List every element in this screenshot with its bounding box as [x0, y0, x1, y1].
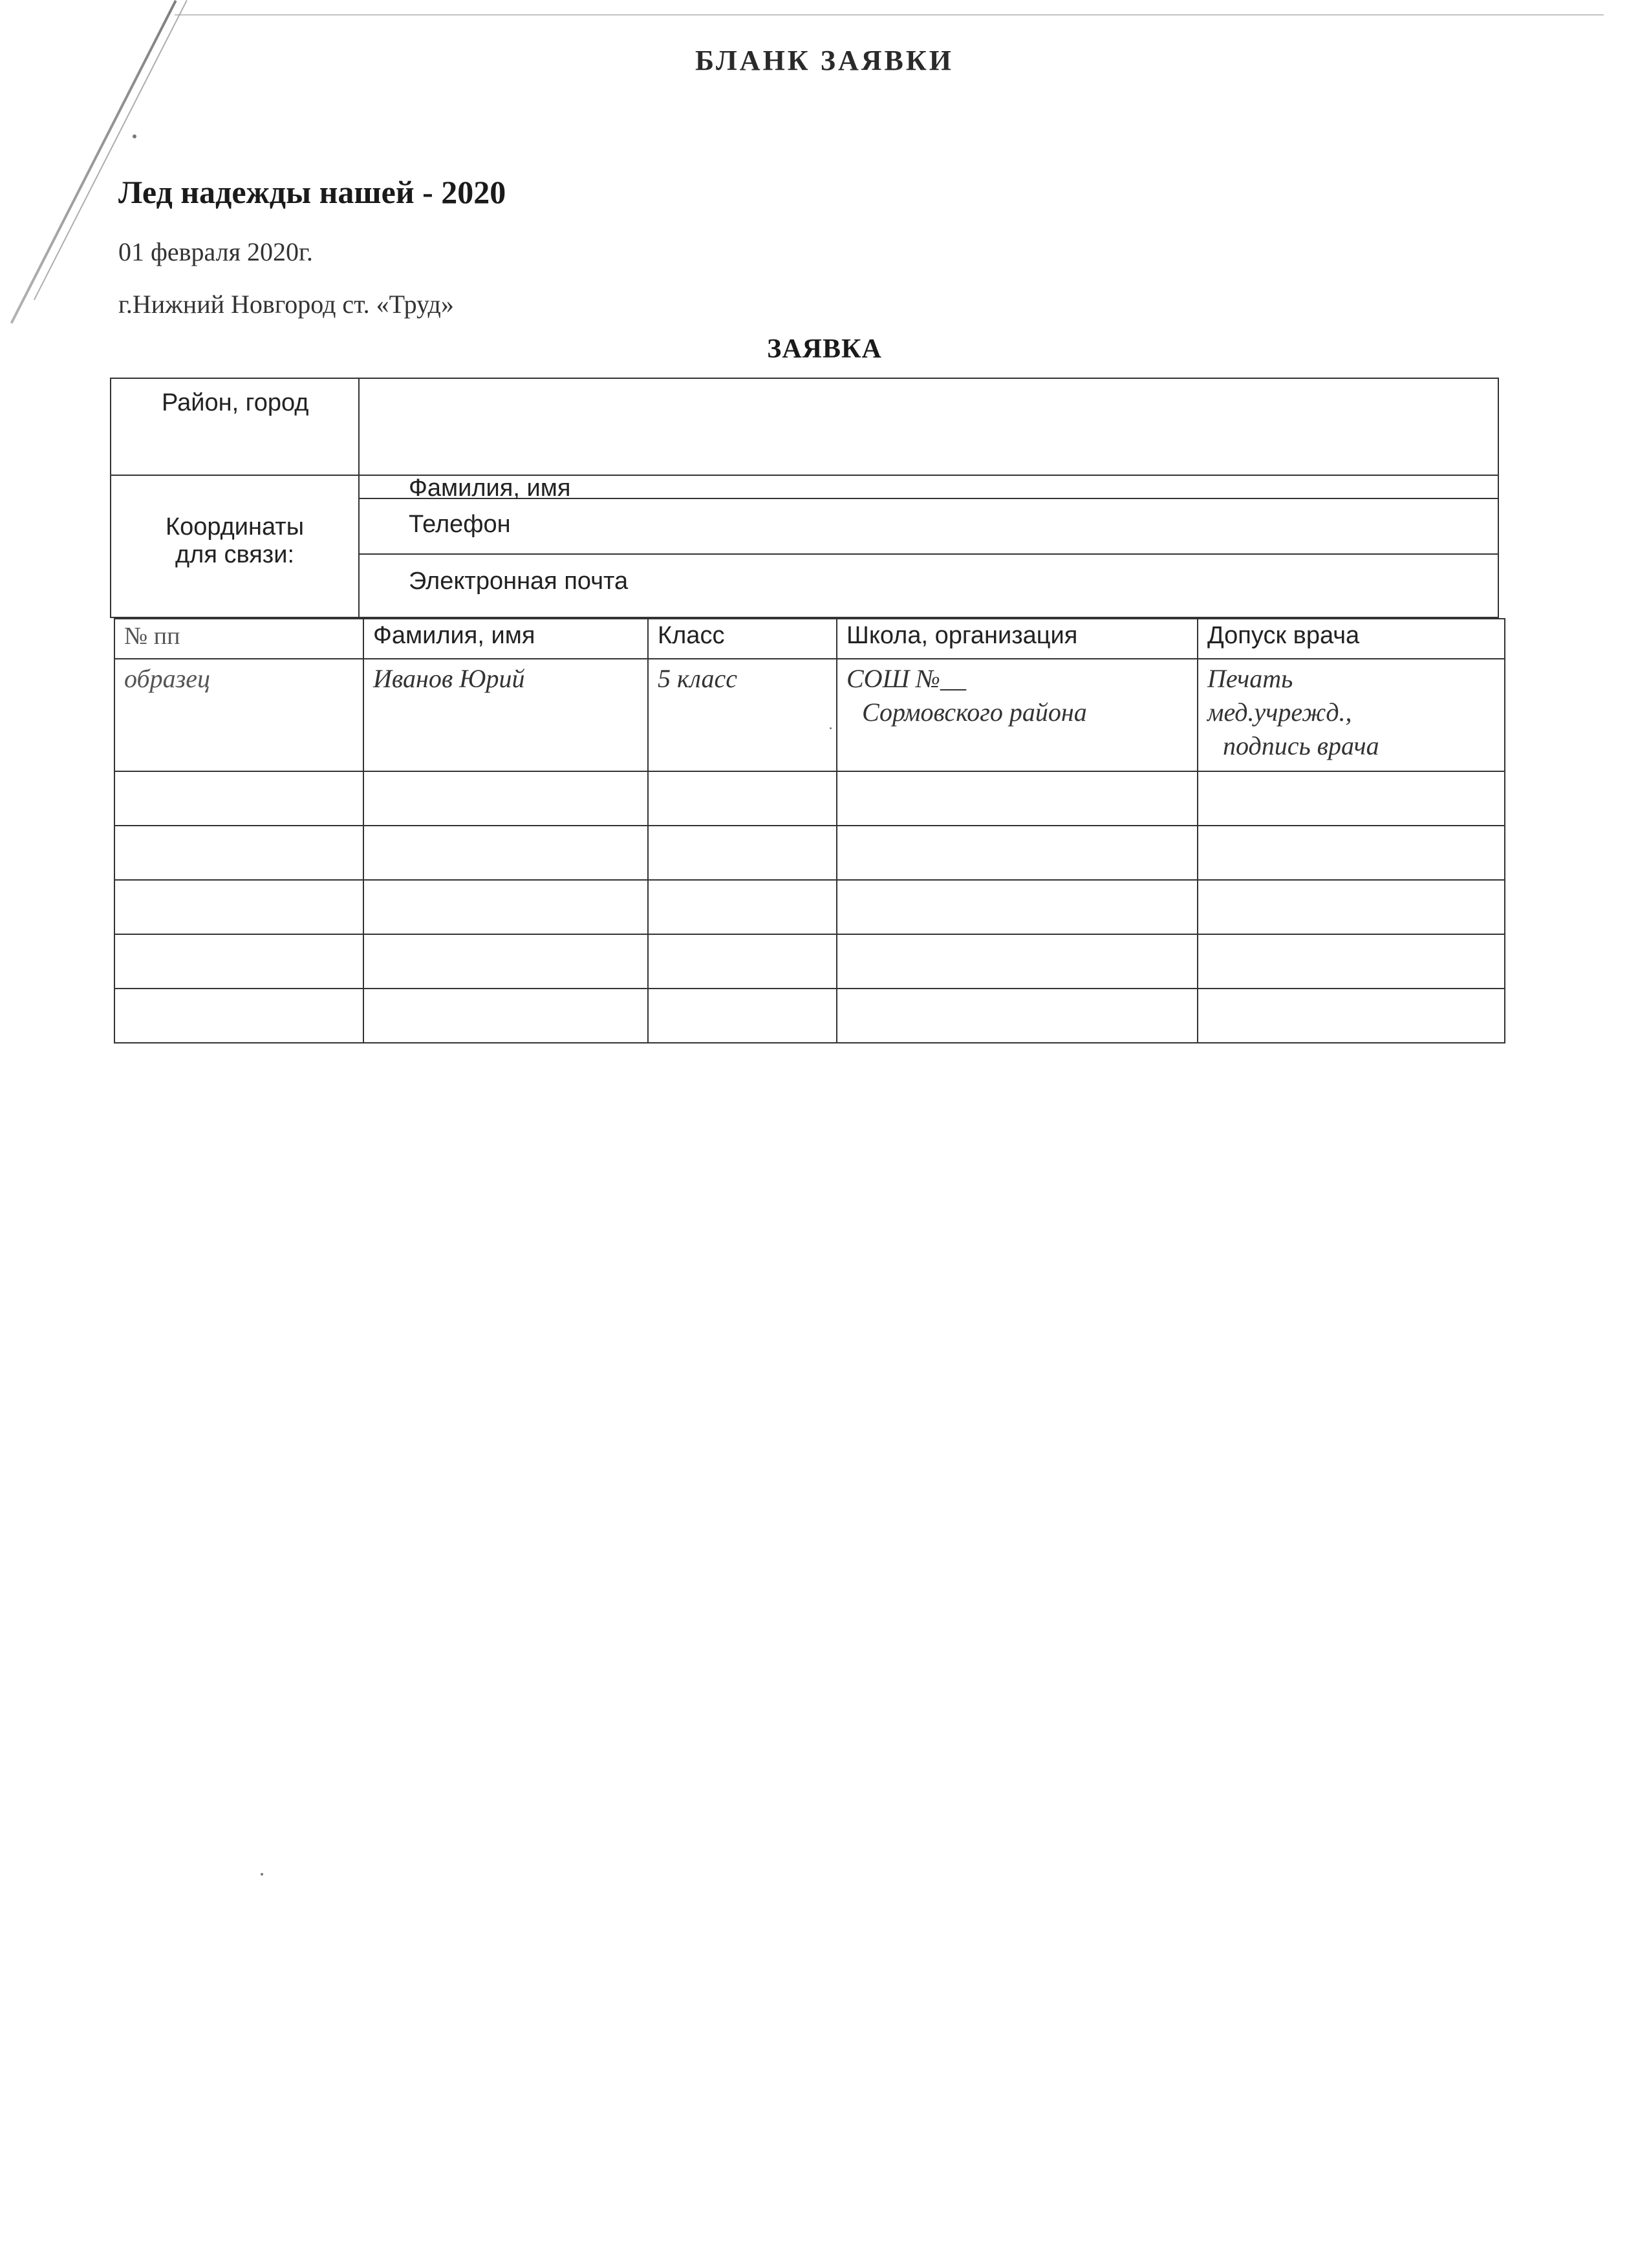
table-row [114, 934, 1505, 989]
coordinates-label-line2: для связи: [175, 541, 295, 568]
table-row [114, 826, 1505, 880]
contact-divider-horizontal [358, 553, 1498, 555]
event-place: г.Нижний Новгород ст. «Труд» [118, 290, 454, 319]
scan-top-edge [175, 14, 1604, 16]
table-cell[interactable] [114, 771, 363, 826]
sample-name-cell: Иванов Юрий [363, 659, 648, 771]
column-header-school: Школа, организация [837, 619, 1198, 659]
table-cell[interactable] [648, 826, 837, 880]
contact-email-field[interactable]: Электронная почта [409, 568, 629, 595]
contact-divider-horizontal [111, 475, 1498, 476]
table-cell[interactable] [648, 934, 837, 989]
table-header-row [114, 619, 1505, 659]
table-cell[interactable] [648, 880, 837, 934]
event-title: Лед надежды нашей - 2020 [118, 174, 506, 210]
sample-school-line2: Сормовского района [862, 698, 1087, 727]
table-row [114, 771, 1505, 826]
column-header-name: Фамилия, имя [363, 619, 648, 659]
column-header-number: № пп [114, 619, 363, 659]
coordinates-label-line1: Координаты [165, 513, 305, 540]
table-cell[interactable] [837, 826, 1198, 880]
district-label: Район, город [162, 389, 309, 416]
table-cell[interactable] [363, 826, 648, 880]
table-cell[interactable] [114, 934, 363, 989]
coordinates-label [111, 513, 358, 569]
column-header-medical: Допуск врача [1198, 619, 1505, 659]
scan-speck [133, 134, 136, 138]
table-cell[interactable] [114, 880, 363, 934]
sample-medical-line1: Печать [1207, 664, 1293, 693]
sample-medical-line2: мед.учрежд., [1207, 698, 1352, 727]
table-row [114, 989, 1505, 1043]
sample-medical-cell [1198, 659, 1505, 771]
table-cell[interactable] [1198, 989, 1505, 1043]
contact-phone-field[interactable]: Телефон [409, 511, 511, 538]
table-cell[interactable] [1198, 826, 1505, 880]
table-cell[interactable] [114, 989, 363, 1043]
table-cell[interactable] [363, 771, 648, 826]
table-cell[interactable] [837, 934, 1198, 989]
table-cell[interactable] [837, 771, 1198, 826]
table-cell[interactable] [837, 989, 1198, 1043]
sample-school-cell [837, 659, 1198, 771]
table-cell[interactable] [1198, 771, 1505, 826]
table-cell[interactable] [648, 989, 837, 1043]
table-row [114, 880, 1505, 934]
table-cell[interactable] [363, 880, 648, 934]
scan-speck [261, 1873, 263, 1876]
sample-row [114, 659, 1505, 771]
sample-school-line1: СОШ №__ [846, 664, 966, 693]
table-cell[interactable] [1198, 934, 1505, 989]
event-date: 01 февраля 2020г. [118, 237, 313, 266]
section-title: ЗАЯВКА [767, 334, 882, 364]
table-cell[interactable] [648, 771, 837, 826]
participants-table [114, 618, 1505, 1043]
contact-box [110, 378, 1499, 618]
table-cell[interactable] [114, 826, 363, 880]
sample-number-cell: образец [114, 659, 363, 771]
sample-medical-line3: подпись врача [1223, 731, 1379, 760]
table-cell[interactable] [837, 880, 1198, 934]
table-cell[interactable] [1198, 880, 1505, 934]
form-title: БЛАНК ЗАЯВКИ [695, 45, 954, 76]
column-header-grade: Класс [648, 619, 837, 659]
table-cell[interactable] [363, 934, 648, 989]
contact-name-field[interactable]: Фамилия, имя [409, 475, 571, 502]
sample-grade-cell: 5 класс [648, 659, 837, 771]
table-cell[interactable] [363, 989, 648, 1043]
